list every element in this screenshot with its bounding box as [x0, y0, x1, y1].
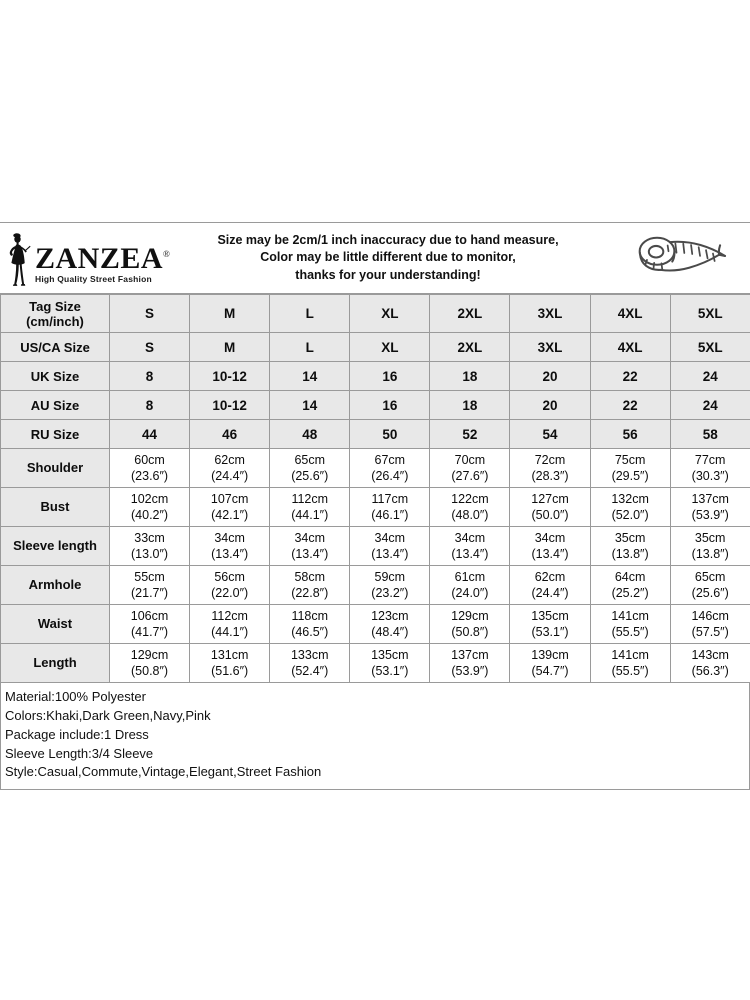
- cell: [190, 605, 270, 644]
- table-row-shoulder: [1, 449, 750, 488]
- cell: M: [190, 295, 270, 333]
- cell-inch: (52.4″): [291, 664, 329, 678]
- chart-header: [0, 222, 750, 294]
- cell: 54: [510, 420, 590, 449]
- cell-inch: (55.5″): [611, 625, 649, 639]
- cell: [270, 566, 350, 605]
- cell-inch: (42.1″): [211, 508, 249, 522]
- row-label-au-size: AU Size: [1, 391, 110, 420]
- detail-package: Package include:1 Dress: [5, 726, 149, 742]
- detail-style: Style:Casual,Commute,Vintage,Elegant,Street Fashion: [5, 764, 322, 780]
- cell: 16: [350, 362, 430, 391]
- cell-inch: (53.1″): [371, 664, 409, 678]
- cell-inch: (30.3″): [691, 469, 729, 483]
- cell-cm: 59cm: [374, 569, 406, 584]
- cell-cm: 72cm: [534, 452, 566, 467]
- cell-cm: 112cm: [291, 491, 329, 506]
- cell: 5XL: [670, 333, 750, 362]
- cell-cm: 132cm: [611, 491, 649, 506]
- cell-inch: (41.7″): [131, 625, 169, 639]
- cell: [430, 527, 510, 566]
- cell: 24: [670, 362, 750, 391]
- cell-cm: 133cm: [290, 647, 329, 662]
- cell-cm: 141cm: [611, 647, 649, 662]
- cell: [670, 527, 750, 566]
- table-row-uk-size: [1, 362, 750, 391]
- row-label-length: Length: [1, 644, 110, 683]
- cell: 4XL: [590, 333, 670, 362]
- cell-inch: (22.8″): [291, 586, 329, 600]
- cell-cm: 112cm: [211, 608, 248, 623]
- cell: 48: [270, 420, 350, 449]
- cell: [350, 449, 430, 488]
- row-label-shoulder: Shoulder: [1, 449, 110, 488]
- cell: [190, 488, 270, 527]
- cell-cm: 34cm: [534, 530, 566, 545]
- table-row-armhole: [1, 566, 750, 605]
- cell-inch: (40.2″): [131, 508, 169, 522]
- cell-cm: 60cm: [134, 452, 165, 467]
- cell: [350, 566, 430, 605]
- cell-inch: (13.8″): [691, 547, 729, 561]
- cell-cm: 62cm: [214, 452, 245, 467]
- brand-logo: [4, 223, 172, 293]
- size-chart-sheet: [0, 222, 750, 790]
- cell-inch: (53.1″): [531, 625, 569, 639]
- row-label-waist: Waist: [1, 605, 110, 644]
- cell-cm: 61cm: [454, 569, 486, 584]
- cell: 20: [510, 391, 590, 420]
- cell-cm: 34cm: [294, 530, 326, 545]
- cell: 10-12: [190, 362, 270, 391]
- cell: [110, 644, 190, 683]
- cell: [110, 605, 190, 644]
- cell: 46: [190, 420, 270, 449]
- detail-colors: Colors:Khaki,Dark Green,Navy,Pink: [5, 707, 211, 723]
- size-chart-table: [0, 294, 750, 683]
- cell: [270, 449, 350, 488]
- cell: [670, 644, 750, 683]
- cell-cm: 35cm: [614, 530, 646, 545]
- cell-inch: (44.1″): [211, 625, 249, 639]
- cell: [510, 488, 590, 527]
- cell-cm: 70cm: [454, 452, 486, 467]
- cell: XL: [350, 333, 430, 362]
- cell: [430, 644, 510, 683]
- cell: 22: [590, 391, 670, 420]
- cell-cm: 139cm: [531, 647, 569, 662]
- cell-inch: (13.4″): [451, 547, 489, 561]
- cell: L: [270, 295, 350, 333]
- registered-mark: ®: [163, 248, 170, 259]
- cell: [590, 644, 670, 683]
- cell-cm: 34cm: [374, 530, 406, 545]
- cell-inch: (29.5″): [611, 469, 649, 483]
- cell: [430, 566, 510, 605]
- cell-inch: (46.5″): [291, 625, 329, 639]
- disclaimer-line-2: Color may be little different due to monitor,: [260, 250, 516, 265]
- table-row-tag-size: [1, 295, 750, 333]
- cell: 20: [510, 362, 590, 391]
- cell-cm: 77cm: [694, 452, 726, 467]
- cell-inch: (53.9″): [451, 664, 489, 678]
- cell: [110, 449, 190, 488]
- cell-cm: 56cm: [214, 569, 245, 584]
- cell-inch: (28.3″): [531, 469, 569, 483]
- cell-inch: (27.6″): [451, 469, 489, 483]
- cell: [430, 449, 510, 488]
- cell-inch: (24.0″): [451, 586, 489, 600]
- cell-inch: (13.4″): [291, 547, 329, 561]
- cell: [350, 605, 430, 644]
- cell-cm: 135cm: [371, 647, 409, 662]
- row-label-sleeve-length: Sleeve length: [1, 527, 110, 566]
- cell-cm: 131cm: [210, 647, 249, 662]
- cell: [110, 488, 190, 527]
- table-row-sleeve-length: [1, 527, 750, 566]
- cell-inch: (50.8″): [451, 625, 489, 639]
- cell: [270, 644, 350, 683]
- cell-inch: (53.9″): [691, 508, 729, 522]
- cell: L: [270, 333, 350, 362]
- cell-inch: (24.4″): [211, 469, 249, 483]
- cell: 16: [350, 391, 430, 420]
- cell-inch: (50.8″): [131, 664, 169, 678]
- cell-cm: 64cm: [614, 569, 646, 584]
- cell-inch: (13.4″): [531, 547, 569, 561]
- cell: [510, 566, 590, 605]
- cell: 3XL: [510, 295, 590, 333]
- cell-inch: (23.2″): [371, 586, 409, 600]
- woman-silhouette-icon: [4, 233, 34, 289]
- cell: [350, 644, 430, 683]
- cell: 2XL: [430, 333, 510, 362]
- cell-cm: 75cm: [614, 452, 646, 467]
- cell: M: [190, 333, 270, 362]
- cell: [590, 566, 670, 605]
- cell-cm: 141cm: [611, 608, 649, 623]
- cell: S: [110, 295, 190, 333]
- cell: [270, 488, 350, 527]
- table-row-ru-size: [1, 420, 750, 449]
- row-label-armhole: Armhole: [1, 566, 110, 605]
- cell-inch: (13.4″): [211, 547, 249, 561]
- cell-cm: 55cm: [134, 569, 165, 584]
- cell-inch: (57.5″): [691, 625, 729, 639]
- cell: [190, 527, 270, 566]
- cell-cm: 107cm: [210, 491, 249, 506]
- cell-inch: (54.7″): [531, 664, 569, 678]
- cell: [510, 644, 590, 683]
- cell-cm: 129cm: [130, 647, 169, 662]
- cell: [350, 488, 430, 527]
- row-label-ru-size: RU Size: [1, 420, 110, 449]
- table-row-waist: [1, 605, 750, 644]
- cell-cm: 67cm: [374, 452, 406, 467]
- cell-cm: 58cm: [294, 569, 326, 584]
- disclaimer-line-1: Size may be 2cm/1 inch inaccuracy due to hand measure,: [217, 233, 559, 248]
- cell: [510, 527, 590, 566]
- cell-inch: (51.6″): [211, 664, 249, 678]
- cell: [590, 488, 670, 527]
- cell-inch: (46.1″): [371, 508, 409, 522]
- row-label-us-ca-size: US/CA Size: [1, 333, 110, 362]
- cell: [590, 449, 670, 488]
- disclaimer-line-3: thanks for your understanding!: [295, 267, 481, 282]
- product-details: [0, 683, 750, 790]
- cell: [110, 566, 190, 605]
- cell-cm: 135cm: [531, 608, 569, 623]
- cell: [590, 605, 670, 644]
- cell: 14: [270, 391, 350, 420]
- brand-name: ZANZEA®: [35, 241, 170, 275]
- cell: 18: [430, 391, 510, 420]
- cell-inch: (52.0″): [611, 508, 649, 522]
- cell-cm: 127cm: [531, 491, 569, 506]
- brand-wordmark: [35, 241, 170, 290]
- cell-cm: 34cm: [454, 530, 486, 545]
- cell-inch: (23.6″): [131, 469, 169, 483]
- table-row-length: [1, 644, 750, 683]
- cell: [430, 605, 510, 644]
- cell-cm: 106cm: [130, 608, 169, 623]
- cell-cm: 35cm: [694, 530, 726, 545]
- cell: 5XL: [670, 295, 750, 333]
- cell: 22: [590, 362, 670, 391]
- row-label-tag-size: [1, 295, 110, 333]
- cell: 58: [670, 420, 750, 449]
- cell-cm: 129cm: [451, 608, 489, 623]
- cell: [190, 644, 270, 683]
- cell: 10-12: [190, 391, 270, 420]
- cell: [670, 605, 750, 644]
- cell-cm: 102cm: [130, 491, 169, 506]
- cell: 14: [270, 362, 350, 391]
- cell: 2XL: [430, 295, 510, 333]
- cell: [510, 605, 590, 644]
- table-body: [1, 295, 750, 683]
- row-label-line-2: (cm/inch): [26, 313, 84, 329]
- cell: 50: [350, 420, 430, 449]
- cell-cm: 143cm: [691, 647, 729, 662]
- cell-inch: (22.0″): [211, 586, 249, 600]
- cell: XL: [350, 295, 430, 333]
- cell: 44: [110, 420, 190, 449]
- row-label-line-1: Tag Size: [29, 298, 81, 314]
- cell: [670, 488, 750, 527]
- cell: [670, 449, 750, 488]
- cell-inch: (25.6″): [291, 469, 329, 483]
- cell-cm: 62cm: [534, 569, 566, 584]
- table-row-us-ca-size: [1, 333, 750, 362]
- cell: [270, 527, 350, 566]
- cell-cm: 65cm: [294, 452, 326, 467]
- brand-tagline: High Quality Street Fashion: [35, 274, 152, 284]
- row-label-bust: Bust: [1, 488, 110, 527]
- cell-inch: (13.4″): [371, 547, 409, 561]
- cell: 8: [110, 362, 190, 391]
- measuring-tape-icon: [626, 231, 744, 285]
- detail-sleeve-length: Sleeve Length:3/4 Sleeve: [5, 745, 154, 761]
- cell-cm: 137cm: [691, 491, 729, 506]
- cell: [110, 527, 190, 566]
- cell: [350, 527, 430, 566]
- cell: 18: [430, 362, 510, 391]
- cell: [190, 449, 270, 488]
- cell: 4XL: [590, 295, 670, 333]
- cell-cm: 137cm: [451, 647, 489, 662]
- cell-inch: (26.4″): [371, 469, 409, 483]
- cell-inch: (25.2″): [611, 586, 649, 600]
- cell-cm: 65cm: [694, 569, 726, 584]
- cell-inch: (13.0″): [131, 547, 169, 561]
- cell: 52: [430, 420, 510, 449]
- cell: [270, 605, 350, 644]
- cell: [670, 566, 750, 605]
- cell: 8: [110, 391, 190, 420]
- row-label-uk-size: UK Size: [1, 362, 110, 391]
- cell-cm: 123cm: [371, 608, 409, 623]
- cell: [590, 527, 670, 566]
- cell-inch: (50.0″): [531, 508, 569, 522]
- cell: 3XL: [510, 333, 590, 362]
- cell: [510, 449, 590, 488]
- disclaimer-text: [172, 232, 626, 284]
- table-row-au-size: [1, 391, 750, 420]
- cell: [430, 488, 510, 527]
- cell-inch: (48.0″): [451, 508, 489, 522]
- cell: [190, 566, 270, 605]
- detail-material: Material:100% Polyester: [5, 689, 146, 704]
- cell-inch: (21.7″): [131, 586, 169, 600]
- cell-inch: (55.5″): [611, 664, 649, 678]
- cell: 56: [590, 420, 670, 449]
- cell: 24: [670, 391, 750, 420]
- cell-cm: 146cm: [691, 608, 729, 623]
- cell-inch: (44.1″): [291, 508, 329, 522]
- cell-inch: (24.4″): [531, 586, 569, 600]
- cell-cm: 118cm: [291, 608, 329, 623]
- cell-inch: (25.6″): [691, 586, 729, 600]
- cell-cm: 33cm: [134, 530, 165, 545]
- cell-inch: (56.3″): [691, 664, 729, 678]
- cell-cm: 117cm: [371, 491, 409, 506]
- table-row-bust: [1, 488, 750, 527]
- cell-cm: 34cm: [214, 530, 245, 545]
- cell-cm: 122cm: [451, 491, 489, 506]
- cell: S: [110, 333, 190, 362]
- cell-inch: (48.4″): [371, 625, 409, 639]
- cell-inch: (13.8″): [611, 547, 649, 561]
